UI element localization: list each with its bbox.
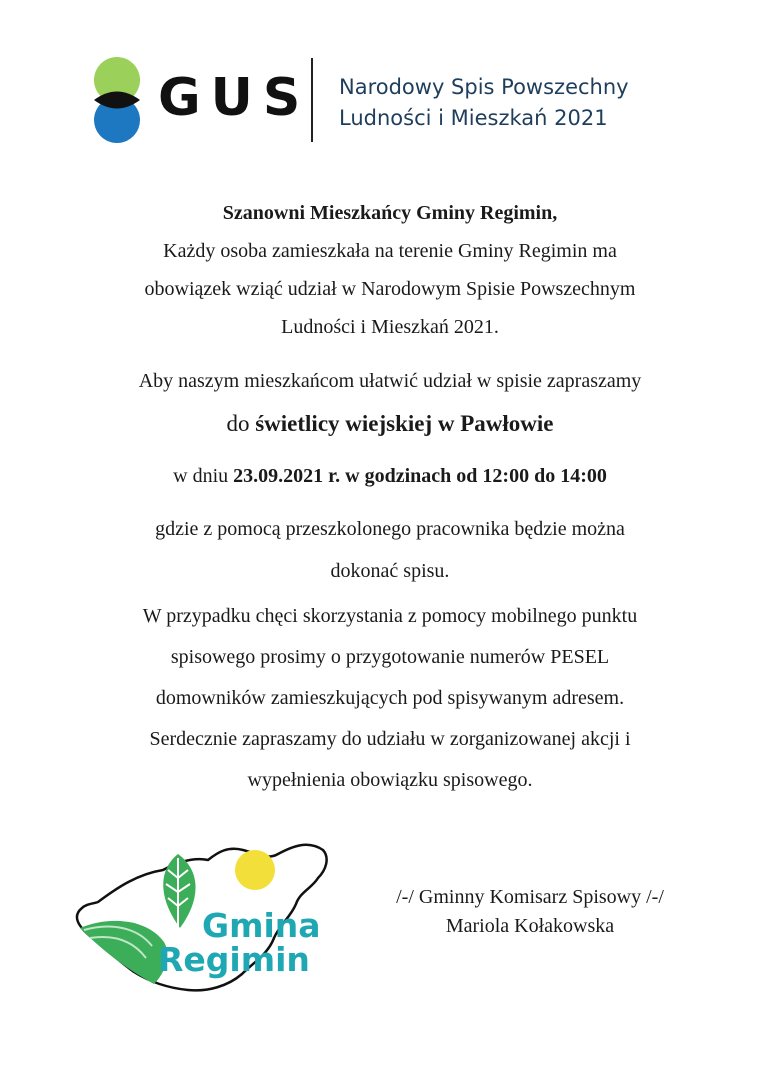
venue-line (40, 405, 740, 443)
date-prefix: w dniu (173, 465, 229, 487)
paragraph3-line2: dokonać spisu. (330, 560, 450, 582)
paragraph1-line2: obowiązek wziąć udział w Narodowym Spisie Powszechnym (144, 278, 636, 300)
invitation-block (40, 362, 740, 443)
mobile-point-block (40, 596, 740, 801)
paragraph4-line3: domowników zamieszkujących pod spisywanym adresem. (155, 687, 625, 709)
date-line (40, 457, 740, 495)
census-title-line1: Narodowy Spis Powszechny (339, 75, 629, 99)
greeting: Szanowni Mieszkańcy Gminy Regimin, (222, 202, 558, 224)
paragraph1-line3: Ludności i Mieszkań 2021. (281, 316, 499, 338)
venue-prefix: do (226, 411, 250, 436)
paragraph4-line2: spisowego prosimy o przygotowanie numerów PESEL (170, 646, 610, 668)
paragraph3-line1: gdzie z pomocą przeszkolonego pracownika będzie można (155, 518, 625, 540)
gus-logo-icon (88, 57, 146, 143)
paragraph2-line1: Aby naszym mieszkańcom ułatwić udział w spisie zapraszamy (138, 370, 642, 392)
date-block (40, 457, 740, 495)
gmina-logo-text (158, 906, 321, 979)
help-block (40, 508, 740, 592)
census-title (339, 72, 629, 134)
paragraph5-line1: Serdecznie zapraszamy do udziału w zorganizowanej akcji i (149, 728, 631, 750)
paragraph4-line1: W przypadku chęci skorzystania z pomocy mobilnego punktu (142, 605, 638, 627)
paragraph1-line1: Każdy osoba zamieszkała na terenie Gminy Regimin ma (163, 240, 617, 262)
paragraph5-line2: wypełnienia obowiązku spisowego. (247, 769, 533, 791)
letter-body (40, 194, 740, 346)
signature-block (340, 883, 720, 941)
gus-brand-text: GUS (158, 68, 311, 128)
gmina-word: Gmina (202, 906, 321, 945)
regimin-word: Regimin (158, 940, 310, 979)
signature-role: /-/ Gminny Komisarz Spisowy /-/ (396, 886, 664, 908)
census-title-line2: Ludności i Mieszkań 2021 (339, 106, 608, 130)
header-divider (311, 58, 313, 142)
venue-name: świetlicy wiejskiej w Pawłowie (255, 411, 554, 436)
signature-name: Mariola Kołakowska (445, 915, 615, 937)
date-value: 23.09.2021 r. w godzinach od 12:00 do 14:00 (233, 465, 607, 487)
